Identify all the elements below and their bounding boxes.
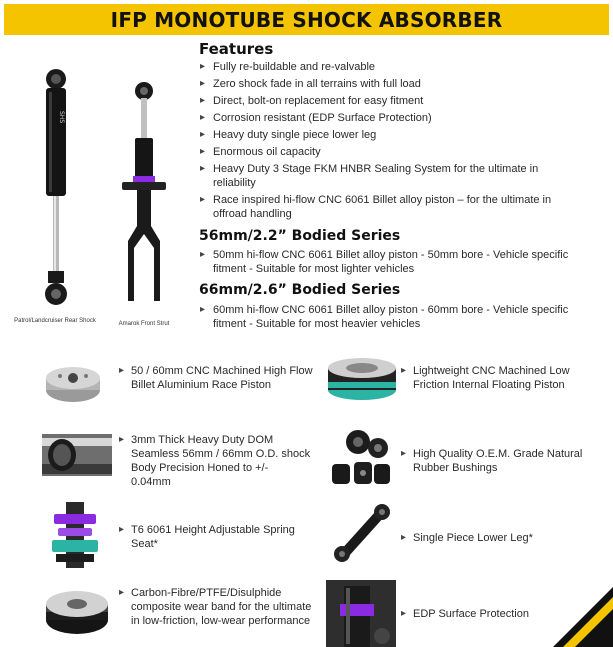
series-56-list <box>199 248 579 279</box>
list-item: ▸ Zero shock fade in all terrains with full load <box>199 77 579 91</box>
series-56-heading: 56mm/2.2” Bodied Series <box>199 228 401 244</box>
list-item: ▸ 50mm hi-flow CNC 6061 Billet alloy piston - 50mm bore - Vehicle specific fitment - Suitable for most lighter vehicles <box>199 248 579 276</box>
shock-body-image <box>42 426 112 484</box>
svg-text:SHS: SHS <box>58 111 65 124</box>
list-item: ▸ Heavy Duty 3 Stage FKM HNBR Sealing System for the ultimate in reliability <box>199 162 579 190</box>
detail-wear-band-text: ▸ Carbon-Fibre/PTFE/Disulphide composite wear band for the ultimate in low-friction, low-wear performance <box>119 586 313 628</box>
list-item: ▸ Heavy duty single piece lower leg <box>199 128 579 142</box>
detail-shock-body-text: ▸ 3mm Thick Heavy Duty DOM Seamless 56mm / 66mm O.D. shock Body Precision Honed to +/- 0.04mm <box>119 433 311 489</box>
rear-shock-image <box>40 66 72 310</box>
rear-shock-caption: Patrol/Landcruiser Rear Shock <box>14 318 96 324</box>
list-item: ▸ Enormous oil capacity <box>199 145 579 159</box>
corner-decoration <box>553 587 613 647</box>
spring-seat-image <box>44 502 106 568</box>
edp-image <box>326 580 396 647</box>
floating-piston-image <box>326 354 398 402</box>
front-strut-image <box>118 76 170 308</box>
detail-floating-piston-text: ▸ Lightweight CNC Machined Low Friction Internal Floating Piston <box>401 364 593 392</box>
bushings-image <box>328 428 394 490</box>
features-list <box>199 60 579 224</box>
list-item: ▸ Corrosion resistant (EDP Surface Protection) <box>199 111 579 125</box>
features-heading: Features <box>199 40 274 58</box>
list-item: ▸ Direct, bolt-on replacement for easy fitment <box>199 94 579 108</box>
title-banner <box>4 4 609 35</box>
page-title: IFP MONOTUBE SHOCK ABSORBER <box>110 7 503 32</box>
front-strut-caption: Amarok Front Strut <box>118 321 170 327</box>
lower-leg-image <box>332 502 394 564</box>
list-item: ▸ Fully re-buildable and re-valvable <box>199 60 579 74</box>
piston-image <box>44 362 102 406</box>
series-66-list <box>199 303 579 334</box>
wear-band-image <box>44 582 110 640</box>
detail-piston-text: ▸ 50 / 60mm CNC Machined High Flow Billet Aluminium Race Piston <box>119 364 313 392</box>
detail-bushings-text: ▸ High Quality O.E.M. Grade Natural Rubber Bushings <box>401 447 593 475</box>
series-66-heading: 66mm/2.6” Bodied Series <box>199 282 401 298</box>
list-item: ▸ 60mm hi-flow CNC 6061 Billet alloy piston - 60mm bore - Vehicle specific fitment - Suitable for most heavier vehicles <box>199 303 579 331</box>
detail-spring-seat-text: ▸ T6 6061 Height Adjustable Spring Seat* <box>119 523 311 551</box>
list-item: ▸ Race inspired hi-flow CNC 6061 Billet alloy piston – for the ultimate in offroad handling <box>199 193 579 221</box>
detail-lower-leg-text: ▸ Single Piece Lower Leg* <box>401 531 593 545</box>
detail-edp-text: ▸ EDP Surface Protection <box>401 607 593 621</box>
